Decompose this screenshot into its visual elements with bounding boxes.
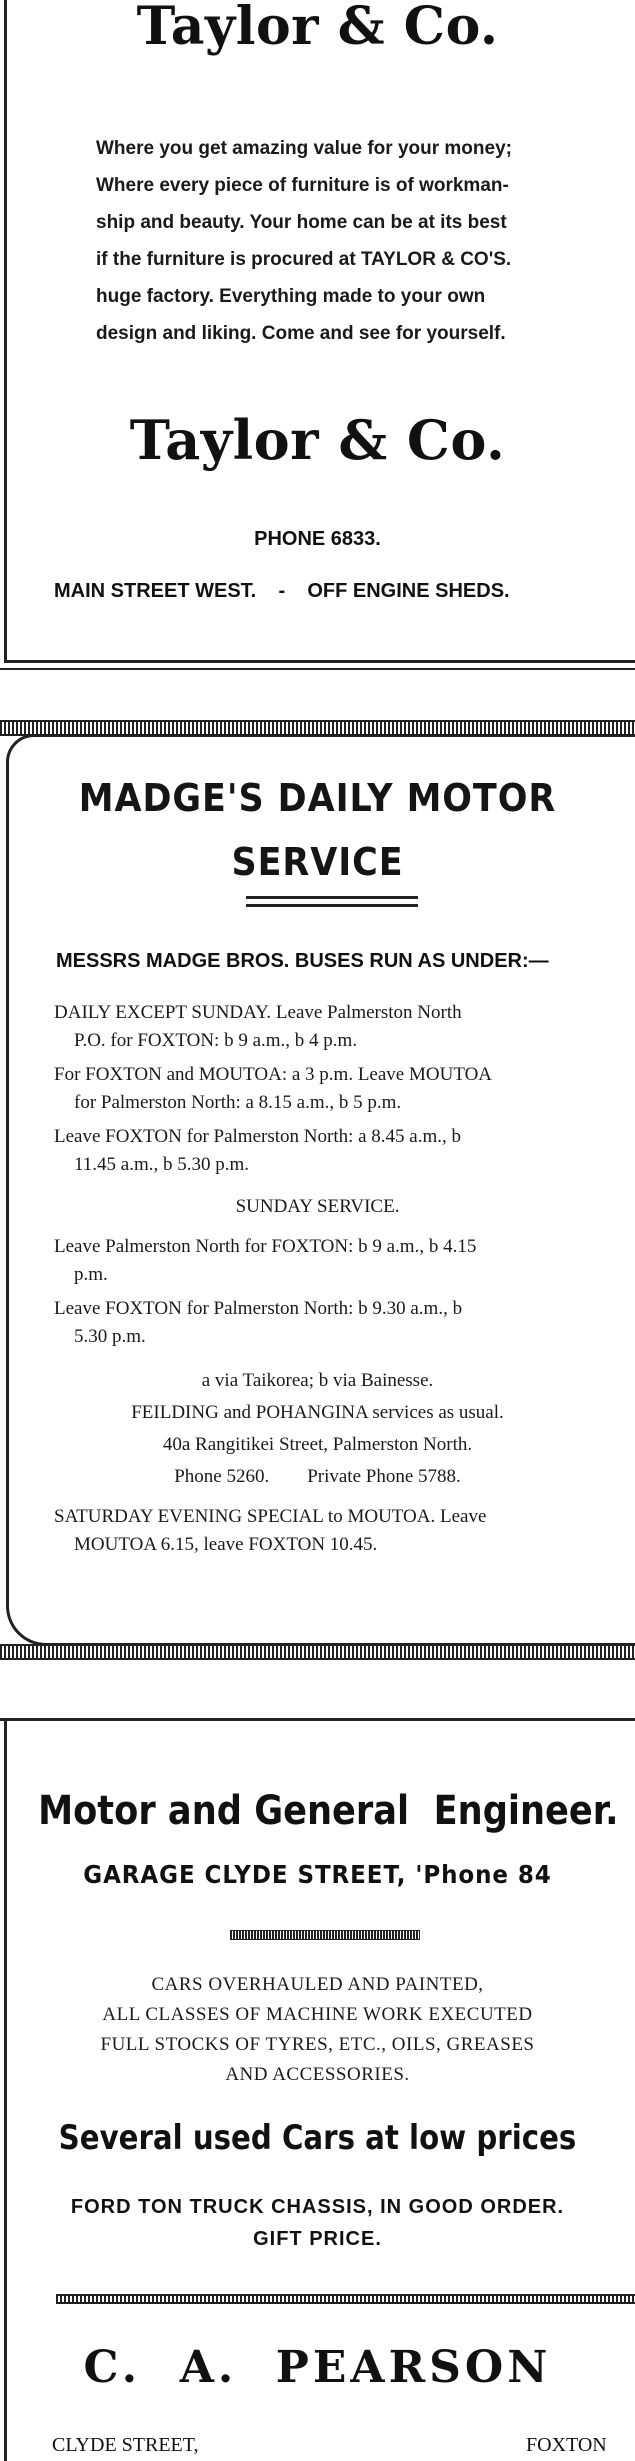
- timetable-line: 5.30 p.m.: [74, 1326, 146, 1347]
- body-line: Where you get amazing value for your money;: [96, 138, 512, 159]
- other-services: FEILDING and POHANGINA services as usual.: [131, 1402, 504, 1423]
- ornament-divider: [230, 1930, 420, 1940]
- timetable-line: SATURDAY EVENING SPECIAL to MOUTOA. Leave: [54, 1506, 487, 1527]
- pearson-garage: GARAGE CLYDE STREET, 'Phone 84: [83, 1860, 552, 1889]
- service-line: CARS OVERHAULED AND PAINTED,: [151, 1974, 484, 1995]
- pearson-street: CLYDE STREET,: [52, 2434, 199, 2456]
- timetable-line: P.O. for FOXTON: b 9 a.m., b 4 p.m.: [74, 1030, 358, 1051]
- body-line: Where every piece of furniture is of workman-: [96, 175, 509, 196]
- service-line: AND ACCESSORIES.: [225, 2064, 410, 2085]
- body-line: if the furniture is procured at TAYLOR & CO'S.: [96, 249, 512, 270]
- taylor-address: MAIN STREET WEST. - OFF ENGINE SHEDS.: [54, 580, 510, 602]
- taylor-heading-top: Taylor & Co.: [136, 0, 499, 57]
- taylor-advert: [0, 0, 635, 672]
- timetable-line: Leave FOXTON for Palmerston North: a 8.45 a.m., b: [54, 1126, 462, 1147]
- body-line: ship and beauty. Your home can be at its best: [96, 212, 507, 233]
- border-rule: [4, 660, 635, 663]
- sunday-service-heading: SUNDAY SERVICE.: [235, 1196, 400, 1217]
- timetable-line: 11.45 a.m., b 5.30 p.m.: [74, 1154, 250, 1175]
- title-underline: [246, 896, 418, 899]
- gift-price: GIFT PRICE.: [253, 2228, 382, 2250]
- ford-offer: FORD TON TRUCK CHASSIS, IN GOOD ORDER.: [70, 2196, 565, 2218]
- taylor-phone: PHONE 6833.: [254, 528, 381, 550]
- timetable-line: DAILY EXCEPT SUNDAY. Leave Palmerston North: [54, 1002, 462, 1023]
- border-rule: [4, 0, 7, 662]
- timetable-line: p.m.: [74, 1264, 108, 1285]
- timetable-line: Leave FOXTON for Palmerston North: b 9.30 a.m., b: [54, 1298, 463, 1319]
- route-key: a via Taikorea; b via Bainesse.: [201, 1370, 434, 1391]
- sale-headline: Several used Cars at low prices: [58, 2118, 577, 2158]
- pearson-advert: [0, 1718, 635, 2461]
- timetable-line: For FOXTON and MOUTOA: a 3 p.m. Leave MOUTOA: [54, 1064, 493, 1085]
- madge-address: 40a Rangitikei Street, Palmerston North.: [162, 1434, 473, 1455]
- border-rule: [0, 668, 635, 670]
- madge-subtitle: MESSRS MADGE BROS. BUSES RUN AS UNDER:—: [56, 950, 549, 972]
- body-line: design and liking. Come and see for yourself.: [96, 323, 506, 344]
- body-line: huge factory. Everything made to your own: [96, 286, 486, 307]
- title-underline: [246, 904, 418, 907]
- timetable-line: for Palmerston North: a 8.15 a.m., b 5 p.m.: [74, 1092, 402, 1113]
- timetable-line: MOUTOA 6.15, leave FOXTON 10.45.: [74, 1534, 378, 1555]
- madge-title-line2: SERVICE: [231, 840, 404, 884]
- taylor-body-copy: [96, 130, 576, 352]
- madge-title-line1: MADGE'S DAILY MOTOR: [78, 776, 557, 820]
- taylor-heading-bottom: Taylor & Co.: [129, 408, 506, 472]
- service-line: ALL CLASSES OF MACHINE WORK EXECUTED: [102, 2004, 533, 2025]
- hatched-divider: [56, 2294, 635, 2304]
- hatched-border: [0, 1644, 635, 1660]
- timetable-line: Leave Palmerston North for FOXTON: b 9 a.m., b 4.15: [54, 1236, 477, 1257]
- madge-advert: [0, 712, 635, 1662]
- pearson-town: FOXTON: [526, 2434, 607, 2456]
- madge-phones: Phone 5260. Private Phone 5788.: [174, 1466, 461, 1487]
- proprietor-name: C. A. PEARSON: [83, 2342, 552, 2393]
- border-rule: [0, 1718, 635, 1721]
- service-line: FULL STOCKS OF TYRES, ETC., OILS, GREASES: [100, 2034, 535, 2055]
- pearson-title: Motor and General Engineer.: [38, 1788, 619, 1834]
